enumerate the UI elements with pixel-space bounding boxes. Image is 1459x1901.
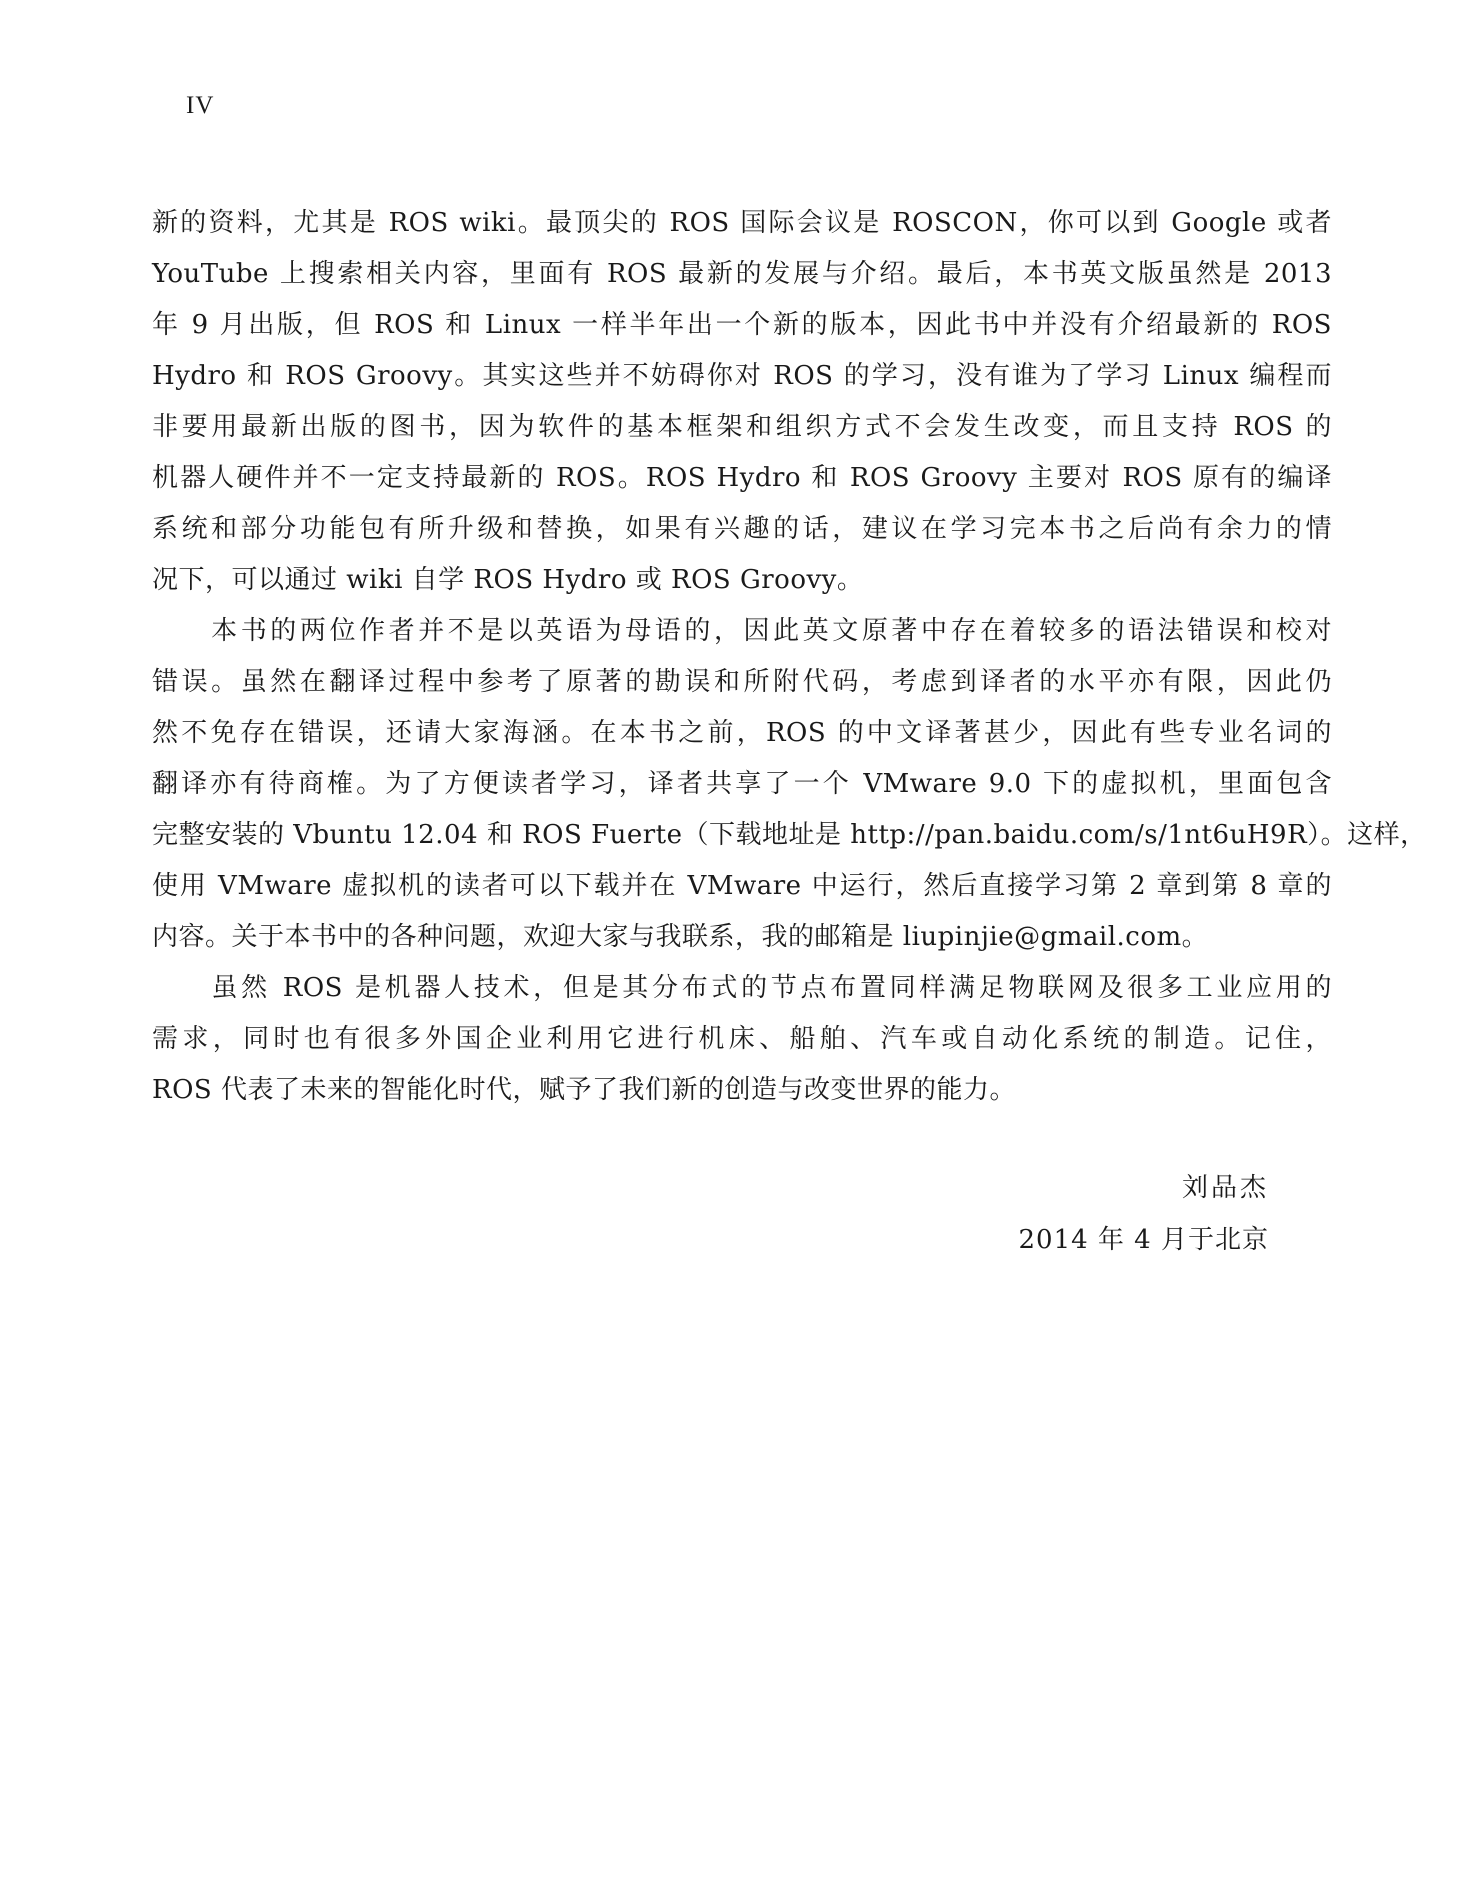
page-number: IV bbox=[186, 92, 215, 119]
paragraph-2 bbox=[152, 606, 1427, 963]
text-line: 需求，同时也有很多外国企业利用它进行机床、船舶、汽车或自动化系统的制造。记住， bbox=[152, 1024, 1332, 1054]
body-text bbox=[152, 198, 1427, 1116]
text-line: YouTube 上搜索相关内容，里面有 ROS 最新的发展与介绍。最后，本书英文版虽然是 2013 bbox=[152, 259, 1332, 289]
signature-date: 2014 年 4 月于北京 bbox=[1018, 1225, 1269, 1255]
text-line: 使用 VMware 虚拟机的读者可以下载并在 VMware 中运行，然后直接学习第 2 章到第 8 章的 bbox=[152, 871, 1332, 901]
text-line: 错误。虽然在翻译过程中参考了原著的勘误和所附代码，考虑到译者的水平亦有限，因此仍 bbox=[152, 667, 1332, 697]
text-line: 况下，可以通过 wiki 自学 ROS Hydro 或 ROS Groovy。 bbox=[152, 565, 864, 595]
text-line: 年 9 月出版，但 ROS 和 Linux 一样半年出一个新的版本，因此书中并没有介绍最新的 ROS bbox=[152, 310, 1332, 340]
text-line: 虽然 ROS 是机器人技术，但是其分布式的节点布置同样满足物联网及很多工业应用的 bbox=[152, 973, 1332, 1003]
paragraph-3 bbox=[152, 963, 1332, 1116]
text-line: 完整安装的 Vbuntu 12.04 和 ROS Fuerte（下载地址是 http://pan.baidu.com/s/1nt6uH9R）。这样， bbox=[152, 820, 1427, 850]
text-line: 新的资料，尤其是 ROS wiki。最顶尖的 ROS 国际会议是 ROSCON，你可以到 Google 或者 bbox=[152, 208, 1332, 238]
text-line: 本书的两位作者并不是以英语为母语的，因此英文原著中存在着较多的语法错误和校对 bbox=[152, 616, 1332, 646]
paragraph-1 bbox=[152, 198, 1332, 606]
text-line: 机器人硬件并不一定支持最新的 ROS。ROS Hydro 和 ROS Groovy 主要对 ROS 原有的编译 bbox=[152, 463, 1332, 493]
signature-block bbox=[1018, 1162, 1269, 1266]
text-line: 系统和部分功能包有所升级和替换，如果有兴趣的话，建议在学习完本书之后尚有余力的情 bbox=[152, 514, 1332, 544]
author-name: 刘品杰 bbox=[1181, 1173, 1269, 1203]
text-line: Hydro 和 ROS Groovy。其实这些并不妨碍你对 ROS 的学习，没有谁为了学习 Linux 编程而 bbox=[152, 361, 1332, 391]
text-line: 非要用最新出版的图书，因为软件的基本框架和组织方式不会发生改变，而且支持 ROS 的 bbox=[152, 412, 1332, 442]
text-line: 内容。关于本书中的各种问题，欢迎大家与我联系，我的邮箱是 liupinjie@gmail.com。 bbox=[152, 922, 1209, 952]
text-line: 翻译亦有待商榷。为了方便读者学习，译者共享了一个 VMware 9.0 下的虚拟机，里面包含 bbox=[152, 769, 1332, 799]
text-line: 然不免存在错误，还请大家海涵。在本书之前，ROS 的中文译著甚少，因此有些专业名词的 bbox=[152, 718, 1332, 748]
text-line: ROS 代表了未来的智能化时代，赋予了我们新的创造与改变世界的能力。 bbox=[152, 1075, 1016, 1105]
